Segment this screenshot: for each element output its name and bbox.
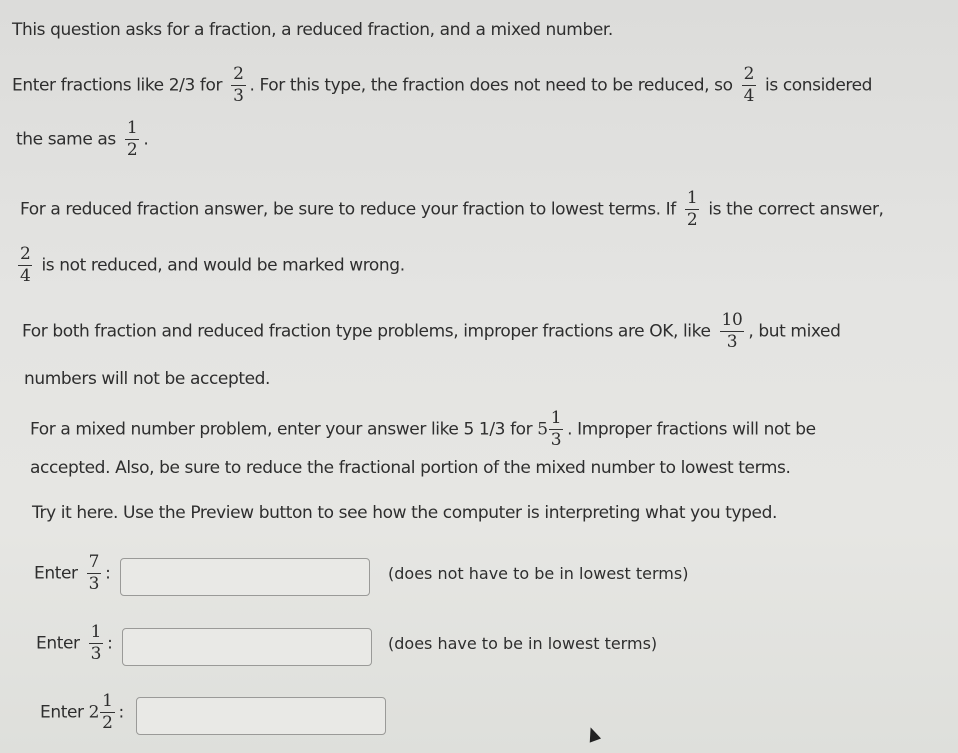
answer-input-mixed-number[interactable] xyxy=(136,697,386,735)
hint-not-lowest-terms: (does not have to be in lowest terms) xyxy=(388,564,689,583)
improper-fraction-instructions-line2: numbers will not be accepted. xyxy=(24,369,271,389)
fraction-2-4: $\frac{2}{4}$ xyxy=(743,64,755,106)
answer-label-7-3 xyxy=(34,554,110,593)
mixed-whole: 5 xyxy=(537,419,548,440)
text: For both fraction and reduced fraction type problems, improper fractions are OK, like xyxy=(22,321,711,342)
fraction-instructions xyxy=(12,66,872,105)
text: : xyxy=(107,633,113,654)
fraction-10-3: $\frac{10}{3}$ xyxy=(721,310,743,352)
answer-label-2-1-2 xyxy=(40,693,124,732)
mouse-cursor-icon xyxy=(585,725,601,742)
text: : xyxy=(118,702,124,723)
text: is not reduced, and would be marked wrong. xyxy=(41,255,405,276)
fraction-2-4: $\frac{2}{4}$ xyxy=(20,244,31,286)
answer-input-fraction[interactable] xyxy=(120,558,370,596)
improper-fraction-instructions xyxy=(22,312,841,351)
text: , but mixed xyxy=(748,321,841,342)
hint-lowest-terms: (does have to be in lowest terms) xyxy=(388,634,658,653)
text: Enter xyxy=(40,702,84,723)
mixed-number-instructions xyxy=(30,410,816,449)
text: . For this type, the fraction does not need to be reduced, so xyxy=(249,75,733,96)
text: the same as xyxy=(16,129,116,150)
text: Enter fractions like 2/3 for xyxy=(12,75,223,96)
fraction-7-3: $\frac{7}{3}$ xyxy=(88,552,100,594)
intro-text: This question asks for a fraction, a reduced fraction, and a mixed number. xyxy=(12,20,613,40)
text: . xyxy=(143,129,149,150)
text: For a reduced fraction answer, be sure to reduce your fraction to lowest terms. If xyxy=(20,199,676,220)
reduced-fraction-instructions-line2 xyxy=(18,246,405,285)
answer-label-1-3 xyxy=(36,624,112,663)
text: is the correct answer, xyxy=(708,199,884,220)
fraction-1-3: $\frac{1}{3}$ xyxy=(550,408,562,450)
text: . Improper fractions will not be xyxy=(567,419,816,440)
mixed-whole: 2 xyxy=(88,702,100,723)
try-it-text: Try it here. Use the Preview button to see how the computer is interpreting what you typed. xyxy=(32,503,777,523)
fraction-1-2: $\frac{1}{2}$ xyxy=(686,188,698,230)
text: : xyxy=(105,563,111,584)
fraction-1-2: $\frac{1}{2}$ xyxy=(126,118,138,160)
reduced-fraction-instructions xyxy=(20,190,884,229)
text: is considered xyxy=(765,75,873,96)
text: For a mixed number problem, enter your answer like 5 1/3 for xyxy=(30,419,533,440)
fraction-instructions-line2 xyxy=(16,120,148,159)
text: Enter xyxy=(36,633,80,654)
answer-input-reduced-fraction[interactable] xyxy=(122,628,372,666)
text: Enter xyxy=(34,563,78,584)
fraction-2-3: $\frac{2}{3}$ xyxy=(233,64,244,106)
fraction-1-3: $\frac{1}{3}$ xyxy=(90,622,102,664)
fraction-1-2: $\frac{1}{2}$ xyxy=(102,691,113,733)
mixed-number-instructions-line2: accepted. Also, be sure to reduce the fractional portion of the mixed number to lowest terms. xyxy=(30,458,791,478)
